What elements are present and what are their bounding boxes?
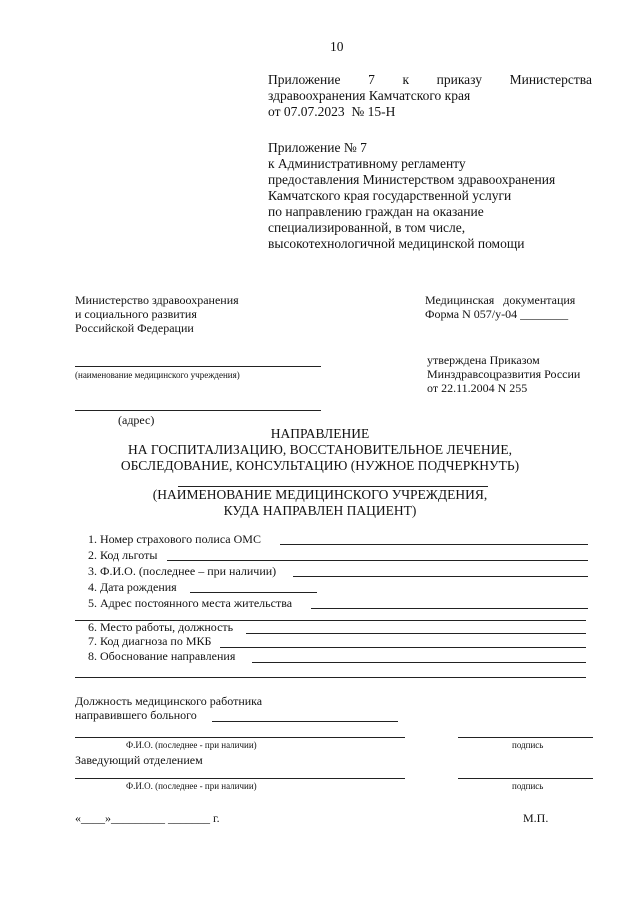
ministry-block (75, 293, 239, 335)
sender-block (75, 694, 262, 722)
title-line: НА ГОСПИТАЛИЗАЦИЮ, ВОССТАНОВИТЕЛЬНОЕ ЛЕЧЕНИЕ, (127, 442, 512, 457)
stamp-label: М.П. (523, 811, 549, 825)
sender-position-line[interactable] (212, 721, 398, 722)
signature-caption-2: подпись (512, 781, 544, 791)
appendix-regulation-line: к Административному регламенту (268, 156, 466, 171)
appendix-regulation-line: Камчатского края государственной услуги (268, 188, 512, 203)
field-line-5[interactable] (311, 608, 588, 609)
field-line-4[interactable] (190, 592, 317, 593)
form-number: Форма N 057/у-04 ________ (425, 307, 569, 321)
fio-line-1[interactable] (75, 737, 405, 738)
appendix-regulation-line: высокотехнологичной медицинской помощи (268, 236, 525, 251)
ministry-line: Министерство здравоохранения (75, 293, 239, 307)
address-caption: (адрес) (118, 413, 155, 427)
field-line-2[interactable] (167, 560, 588, 561)
ministry-line: и социального развития (75, 307, 197, 321)
appendix-regulation-line: Приложение № 7 (268, 140, 367, 155)
page-number: 10 (330, 39, 344, 54)
head-of-department-label: Заведующий отделением (75, 753, 203, 767)
target-institution-caption (60, 487, 580, 519)
field-label-5: 5. Адрес постоянного места жительства (88, 596, 293, 610)
approved-block (427, 353, 580, 395)
med-doc-block (425, 293, 575, 321)
med-doc-line1: Медицинская документация (425, 293, 576, 307)
appendix-regulation-line: предоставления Министерством здравоохранения (268, 172, 556, 187)
target-line: КУДА НАПРАВЛЕН ПАЦИЕНТ) (223, 503, 417, 518)
date-line[interactable]: «____»_________ _______ г. (75, 811, 220, 825)
ministry-line: Российской Федерации (75, 321, 194, 335)
sender-line2: направившего больного (75, 708, 197, 722)
signature-line-2[interactable] (458, 778, 593, 779)
title-line: ОБСЛЕДОВАНИЕ, КОНСУЛЬТАЦИЮ (НУЖНОЕ ПОДЧЕРКНУТЬ) (120, 458, 520, 473)
field-line-8[interactable] (252, 662, 586, 663)
field-line-3[interactable] (293, 576, 588, 577)
title-line: НАПРАВЛЕНИЕ (270, 426, 370, 441)
institution-caption: (наименование медицинского учреждения) (75, 370, 240, 380)
field-label-2: 2. Код льготы (88, 548, 158, 562)
approved-line: Минздравсоцразвития России (427, 367, 581, 381)
fio-caption-1: Ф.И.О. (последнее - при наличии) (126, 740, 257, 750)
fio-caption-2: Ф.И.О. (последнее - при наличии) (126, 781, 257, 791)
approved-line: утверждена Приказом (427, 353, 540, 367)
appendix-regulation-line: по направлению граждан на оказание (268, 204, 484, 219)
appendix-order-block (268, 72, 592, 120)
signature-line-1[interactable] (458, 737, 593, 738)
field-label-4: 4. Дата рождения (88, 580, 177, 594)
appendix-regulation-line: специализированной, в том числе, (268, 220, 466, 235)
fio-line-2[interactable] (75, 778, 405, 779)
appendix-regulation-block (268, 140, 598, 252)
field-line-6[interactable] (246, 633, 586, 634)
field-label-7: 7. Код диагноза по МКБ (88, 634, 212, 648)
appendix-order-line1: Приложение 7 к приказу Министерства (268, 72, 592, 87)
approved-line: от 22.11.2004 N 255 (427, 381, 528, 395)
field-label-1: 1. Номер страхового полиса ОМС (88, 532, 261, 546)
field-label-6: 6. Место работы, должность (88, 620, 234, 634)
signature-caption-1: подпись (512, 740, 544, 750)
appendix-order-line2: здравоохранения Камчатского края (268, 88, 471, 103)
address-line (75, 410, 321, 411)
field-label-3: 3. Ф.И.О. (последнее – при наличии) (88, 564, 277, 578)
sender-line1: Должность медицинского работника (75, 694, 263, 708)
field-line-7[interactable] (220, 647, 586, 648)
field-label-8: 8. Обоснование направления (88, 649, 236, 663)
target-line: (НАИМЕНОВАНИЕ МЕДИЦИНСКОГО УЧРЕЖДЕНИЯ, (152, 487, 488, 502)
form-title (60, 426, 580, 474)
institution-name-line (75, 366, 321, 367)
field-line-1[interactable] (280, 544, 588, 545)
field-line-8-continuation[interactable] (75, 677, 586, 678)
appendix-order-line3: от 07.07.2023 № 15-Н (268, 104, 396, 119)
